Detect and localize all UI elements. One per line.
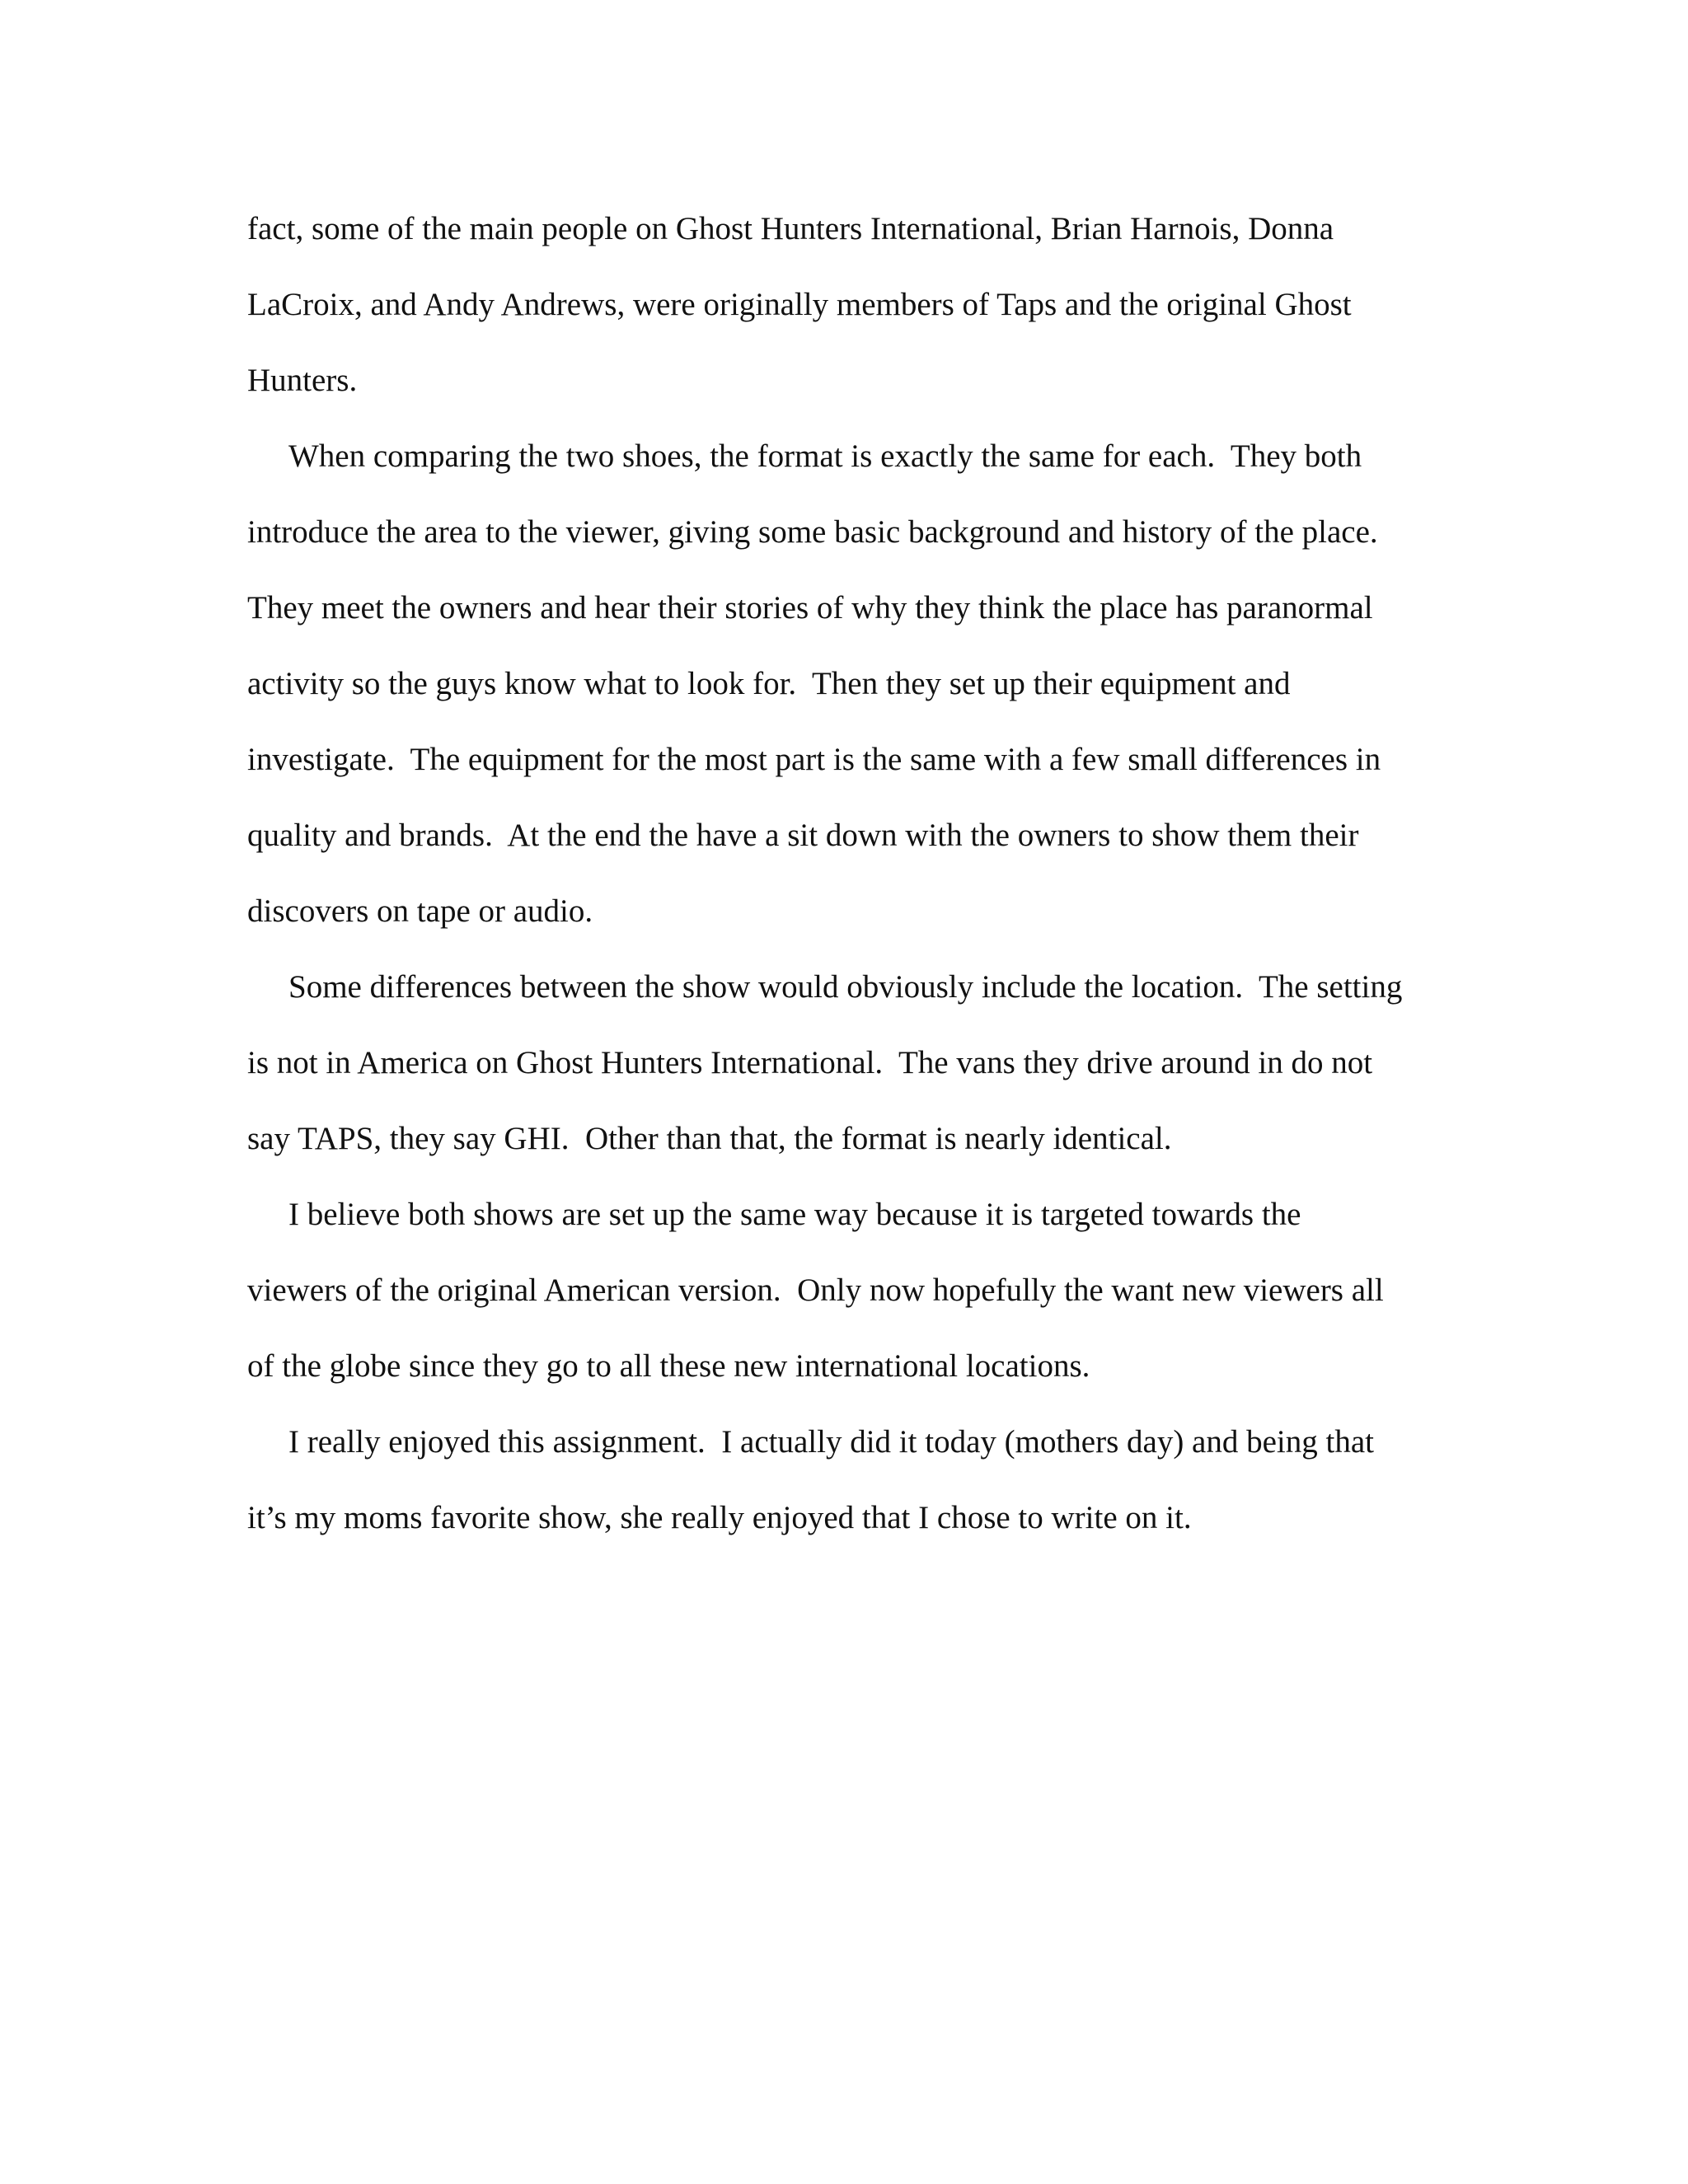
paragraph-conclusion	[247, 1404, 1459, 1556]
text-line: I believe both shows are set up the same way because it is targeted towards the	[288, 1197, 1301, 1232]
document-body	[247, 191, 1459, 1556]
text-line: Some differences between the show would obviously include the location. The setting	[288, 969, 1403, 1005]
text-line: introduce the area to the viewer, giving some basic background and history of the place.	[247, 514, 1378, 550]
paragraph-differences	[247, 949, 1459, 1177]
text-line: is not in America on Ghost Hunters International. The vans they drive around in do not	[247, 1045, 1373, 1080]
text-line: quality and brands. At the end the have a sit down with the owners to show them their	[247, 818, 1359, 853]
paragraph-format-comparison	[247, 419, 1459, 949]
text-line: it’s my moms favorite show, she really enjoyed that I chose to write on it.	[247, 1500, 1192, 1535]
text-line: When comparing the two shoes, the format is exactly the same for each. They both	[288, 438, 1362, 474]
text-line: investigate. The equipment for the most part is the same with a few small differences in	[247, 742, 1381, 777]
text-line: I really enjoyed this assignment. I actually did it today (mothers day) and being that	[288, 1424, 1374, 1460]
text-line: viewers of the original American version. Only now hopefully the want new viewers all	[247, 1272, 1384, 1308]
text-line: discovers on tape or audio.	[247, 893, 593, 929]
text-line: say TAPS, they say GHI. Other than that, the format is nearly identical.	[247, 1121, 1172, 1156]
paragraph-continuation	[247, 191, 1459, 419]
text-line: activity so the guys know what to look for. Then they set up their equipment and	[247, 666, 1291, 701]
text-line: Hunters.	[247, 363, 358, 398]
paragraph-belief	[247, 1177, 1459, 1404]
text-line: LaCroix, and Andy Andrews, were originally members of Taps and the original Ghost	[247, 287, 1352, 322]
text-line: of the globe since they go to all these new international locations.	[247, 1348, 1090, 1384]
text-line: fact, some of the main people on Ghost Hunters International, Brian Harnois, Donna	[247, 211, 1334, 246]
text-line: They meet the owners and hear their stories of why they think the place has paranormal	[247, 590, 1373, 626]
